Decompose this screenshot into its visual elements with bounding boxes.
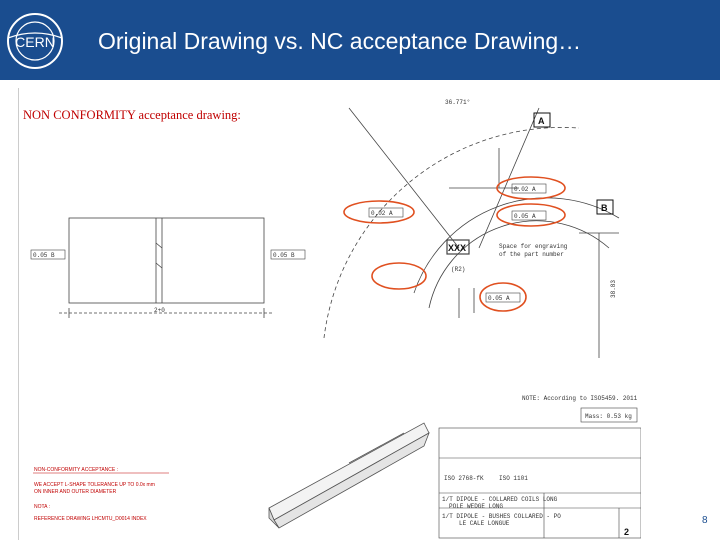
- angle-top-dimension: 36.771°: [445, 99, 471, 106]
- tolerance-3-text: 0.02 A: [371, 210, 393, 217]
- mass-text: Mass: 0.53 kg: [585, 413, 632, 420]
- title-block-iso-2: ISO 1101: [499, 475, 528, 482]
- engineering-drawing: [18, 88, 641, 540]
- drawing-canvas: [19, 88, 641, 540]
- slide-header: [0, 0, 720, 80]
- title-block-line-3: 1/T DIPOLE - BUSHES COLLARED - PO: [442, 513, 561, 520]
- section-view: [324, 108, 619, 358]
- part-number-marker: XXX: [448, 243, 467, 253]
- datum-b-label: B: [601, 203, 608, 213]
- radius-label: (R2): [451, 266, 466, 273]
- nc-note-text: REFERENCE DRAWING LHCMTU_D0014 INDEX: [34, 516, 147, 522]
- tolerance-4-text: 0.05 A: [488, 295, 510, 302]
- length-dimension: 2+0: [154, 307, 165, 314]
- page-number: 8: [702, 515, 708, 526]
- nc-note-title: NOTA :: [34, 504, 51, 510]
- width-dimension: 38.83: [610, 279, 617, 298]
- title-block-line-1: 1/T DIPOLE - COLLARED COILS LONG: [442, 496, 558, 503]
- nc-drawing-heading: NON CONFORMITY acceptance drawing:: [23, 108, 241, 122]
- engrave-note-line-1: Space for engraving: [499, 243, 568, 250]
- engrave-note-line-2: of the part number: [499, 251, 564, 258]
- nc-block-title: NON-CONFORMITY ACCEPTANCE :: [34, 467, 118, 473]
- title-block-line-4: LE CALE LONGUE: [459, 520, 510, 527]
- iso-note: NOTE: According to ISO5459. 2011: [522, 395, 638, 402]
- tolerance-right-text: 0.05 B: [273, 252, 295, 259]
- tolerance-left-text: 0.05 B: [33, 252, 55, 259]
- tolerance-1-text: 0.02 A: [514, 186, 536, 193]
- title-block-iso: ISO 2768-fK: [444, 475, 484, 482]
- nc-block-line-1: WE ACCEPT L-SHAPE TOLERANCE UP TO 0.0x mm: [34, 482, 155, 488]
- part-elevation-view: [59, 218, 274, 318]
- nc-block-line-2: ON INNER AND OUTER DIAMETER: [34, 489, 117, 495]
- title-block-line-2: POLE WEDGE LONG: [449, 503, 504, 510]
- cern-logo-text: CERN: [15, 34, 55, 50]
- slide-title: Original Drawing vs. NC acceptance Drawing…: [98, 28, 582, 54]
- nc-note-block: [33, 467, 169, 522]
- part-isometric-view: [269, 423, 429, 528]
- tolerance-2-text: 0.05 A: [514, 213, 536, 220]
- cern-logo: [0, 6, 70, 76]
- title-block-sheet: 2: [624, 527, 630, 537]
- datum-a-label: A: [538, 116, 545, 126]
